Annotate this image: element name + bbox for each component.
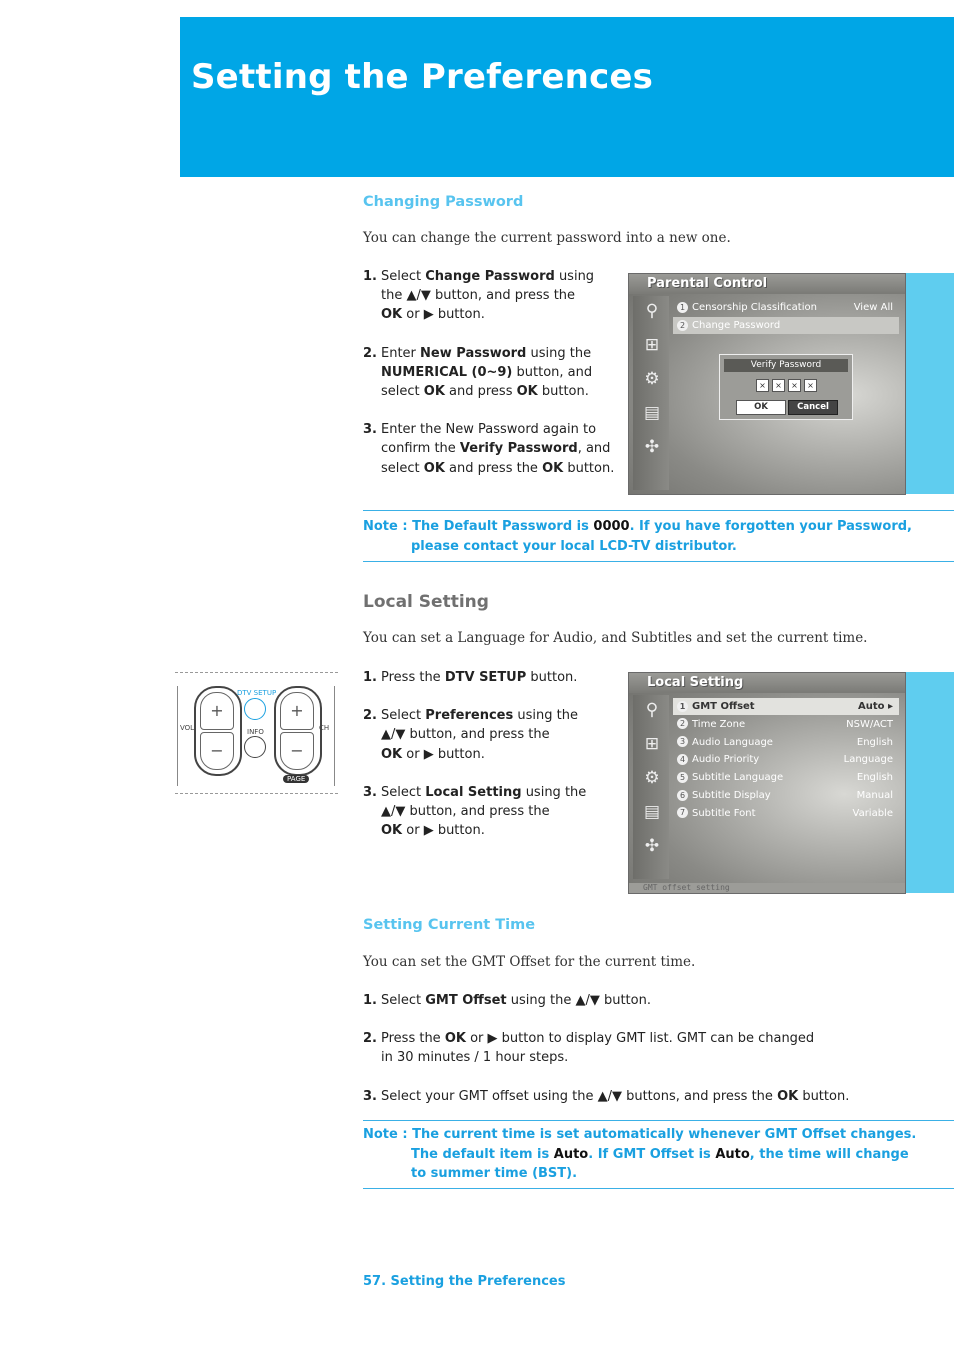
printer-icon: ▤: [643, 802, 661, 822]
item-label: Audio Priority: [692, 754, 760, 766]
menu-sidebar: [633, 695, 669, 879]
page-footer: 57. Setting the Preferences: [363, 1274, 566, 1289]
step-item: [363, 783, 623, 841]
step-item: [363, 1029, 943, 1067]
item-number: 7: [677, 807, 688, 818]
note-text: The Default Password is: [412, 519, 589, 534]
printer-icon: ▤: [643, 403, 661, 423]
step-line: NUMERICAL (0~9) button, and: [381, 364, 593, 380]
step-line: in 30 minutes / 1 hour steps.: [381, 1050, 569, 1066]
step-number: 1.: [363, 670, 377, 685]
step-line: 2. Enter New Password using the: [363, 344, 623, 363]
password-digit: ×: [804, 379, 817, 392]
dialog-cancel-button[interactable]: Cancel: [788, 400, 838, 415]
current-time-intro: You can set the GMT Offset for the current time.: [363, 954, 696, 970]
item-number: 1: [677, 701, 688, 712]
item-label: Subtitle Display: [692, 790, 771, 801]
network-icon: ✣: [644, 437, 660, 457]
volume-rocker[interactable]: [194, 686, 242, 776]
item-number: 4: [677, 754, 688, 765]
note-label: Note :: [363, 1127, 408, 1142]
step-line: 3. Select Local Setting using the: [363, 783, 623, 802]
password-note: [363, 517, 954, 556]
item-number: 3: [677, 736, 688, 747]
item-label: Subtitle Font: [692, 807, 756, 819]
gear-icon: ⚙: [644, 369, 660, 389]
step-item: [363, 1087, 943, 1106]
changing-password-heading: Changing Password: [363, 194, 524, 210]
step-number: 3.: [363, 784, 377, 800]
menu-item-subtitle-font[interactable]: [673, 805, 899, 822]
password-digit: ×: [772, 379, 785, 392]
step-line: OK or ▶ button.: [381, 307, 485, 323]
step-line: ▲/▼ button, and press the: [381, 727, 550, 743]
step-number: 3.: [363, 422, 377, 438]
divider: [363, 510, 954, 511]
step-item: [363, 706, 623, 764]
satellite-icon: ⚲: [645, 700, 659, 720]
menu-item-censorship[interactable]: 1 Censorship Classification View All: [673, 299, 899, 316]
step-item: [363, 668, 623, 687]
step-number: 3.: [363, 1088, 377, 1104]
step-line: select OK and press OK button.: [381, 384, 589, 400]
item-number: 5: [677, 772, 688, 783]
local-setting-screenshot: [628, 672, 906, 894]
menu-item-time-zone[interactable]: [673, 716, 899, 733]
status-bar: GMT offset setting: [629, 883, 905, 893]
item-label: Time Zone: [692, 718, 746, 730]
item-label: Subtitle Language: [692, 772, 784, 784]
gear-icon: ⚙: [644, 768, 660, 788]
step-line: OK or ▶ button.: [381, 746, 485, 762]
note-text: . If GMT Offset is: [588, 1146, 711, 1162]
changing-password-intro: You can change the current password into a new one.: [363, 230, 731, 246]
step-item: [363, 420, 623, 478]
step-line: 1. Press the DTV SETUP button.: [363, 668, 623, 687]
current-time-heading: Setting Current Time: [363, 917, 536, 933]
vol-label: VOL: [180, 724, 195, 732]
menu-item-subtitle-language[interactable]: [673, 769, 899, 786]
step-number: 2.: [363, 1031, 377, 1047]
item-value: Language: [843, 754, 893, 766]
step-line: 2. Select Preferences using the: [363, 706, 623, 725]
step-item: [363, 267, 623, 325]
current-time-steps: [363, 991, 943, 1106]
item-label: GMT Offset: [692, 701, 755, 712]
divider: [363, 1120, 954, 1121]
step-line: 3. Enter the New Password again to: [363, 420, 623, 439]
page-title: Setting the Preferences: [191, 57, 654, 97]
gmt-note: [363, 1125, 954, 1184]
step-item: [363, 991, 943, 1010]
step-number: 2.: [363, 345, 377, 361]
step-item: [363, 344, 623, 402]
step-number: 1.: [363, 993, 377, 1008]
plus-icon: +: [200, 692, 234, 730]
step-line: 1. Select Change Password using: [363, 267, 623, 286]
channel-rocker[interactable]: [274, 686, 322, 776]
page-label: PAGE: [283, 775, 309, 783]
note-text: The default item is: [411, 1146, 550, 1162]
note-label: Note :: [363, 519, 408, 534]
step-line: ▲/▼ button, and press the: [381, 804, 550, 820]
item-value: English: [856, 772, 893, 784]
divider: [363, 561, 954, 562]
info-button[interactable]: [244, 736, 266, 758]
password-digit: ×: [788, 379, 801, 392]
item-label: Audio Language: [692, 736, 773, 748]
menu-item-subtitle-display[interactable]: [673, 787, 899, 804]
note-default-password: 0000: [593, 519, 630, 534]
step-line: 2. Press the OK or ▶ button to display GMT list. GMT can be changed: [363, 1029, 943, 1048]
satellite-icon: ⚲: [645, 301, 659, 321]
screen-title: Local Setting: [647, 675, 744, 690]
note-text: please contact your local LCD-TV distributor.: [411, 538, 737, 554]
minus-icon: −: [280, 732, 314, 770]
step-line: the ▲/▼ button, and press the: [381, 288, 576, 304]
note-text: The current time is set automatically whenever GMT Offset changes.: [412, 1127, 917, 1142]
step-line: select OK and press the OK button.: [381, 460, 615, 476]
step-line: 1. Select GMT Offset using the ▲/▼ button.: [363, 991, 943, 1010]
changing-password-steps: [363, 267, 623, 478]
ch-label: CH: [319, 724, 330, 732]
network-icon: ✣: [644, 836, 660, 856]
note-text: , the time will change: [749, 1146, 909, 1162]
item-number: 6: [677, 790, 688, 801]
item-value: NSW/ACT: [846, 718, 893, 730]
item-value: Variable: [852, 807, 893, 819]
remote-control-illustration: [175, 672, 338, 792]
item-value: English: [856, 736, 893, 748]
plus-icon: +: [280, 692, 314, 730]
menu-item-audio-priority[interactable]: [673, 751, 899, 768]
local-setting-steps: [363, 668, 623, 840]
menu-item-gmt-offset[interactable]: [673, 698, 899, 715]
parental-control-screenshot: [628, 273, 906, 495]
step-line: 3. Select your GMT offset using the ▲/▼ buttons, and press the OK button.: [363, 1087, 943, 1106]
verify-password-dialog: [719, 354, 853, 420]
side-accent-bar: [906, 273, 954, 494]
divider: [363, 1188, 954, 1189]
info-label: INFO: [247, 728, 264, 736]
minus-icon: −: [200, 732, 234, 770]
menu-item-change-password[interactable]: 2 Change Password: [673, 317, 899, 334]
menu-item-audio-language[interactable]: [673, 734, 899, 751]
note-text: . If you have forgotten your Password,: [629, 519, 912, 534]
local-setting-intro: You can set a Language for Audio, and Subtitles and set the current time.: [363, 630, 868, 646]
side-accent-bar: [906, 672, 954, 893]
item-value: Auto ▸: [857, 701, 893, 712]
dtv-setup-button[interactable]: [244, 698, 266, 720]
note-value: Auto: [553, 1146, 589, 1162]
dialog-title: Verify Password: [724, 359, 848, 372]
password-digit: ×: [756, 379, 769, 392]
step-number: 1.: [363, 269, 377, 284]
screen-title: Parental Control: [647, 276, 768, 291]
gift-icon: ⊞: [644, 335, 660, 355]
step-line: OK or ▶ button.: [381, 823, 485, 839]
step-line: confirm the Verify Password, and: [381, 441, 611, 457]
dtv-setup-label: DTV SETUP: [237, 689, 277, 697]
dialog-ok-button[interactable]: OK: [736, 400, 786, 415]
note-value: Auto: [715, 1146, 750, 1162]
menu-sidebar: [633, 296, 669, 490]
step-number: 2.: [363, 708, 377, 724]
local-setting-heading: Local Setting: [363, 592, 489, 612]
header-banner: [180, 17, 954, 177]
item-value: Manual: [856, 790, 893, 801]
gift-icon: ⊞: [644, 734, 660, 754]
note-text: to summer time (BST).: [411, 1166, 578, 1181]
item-number: 2: [677, 718, 688, 729]
